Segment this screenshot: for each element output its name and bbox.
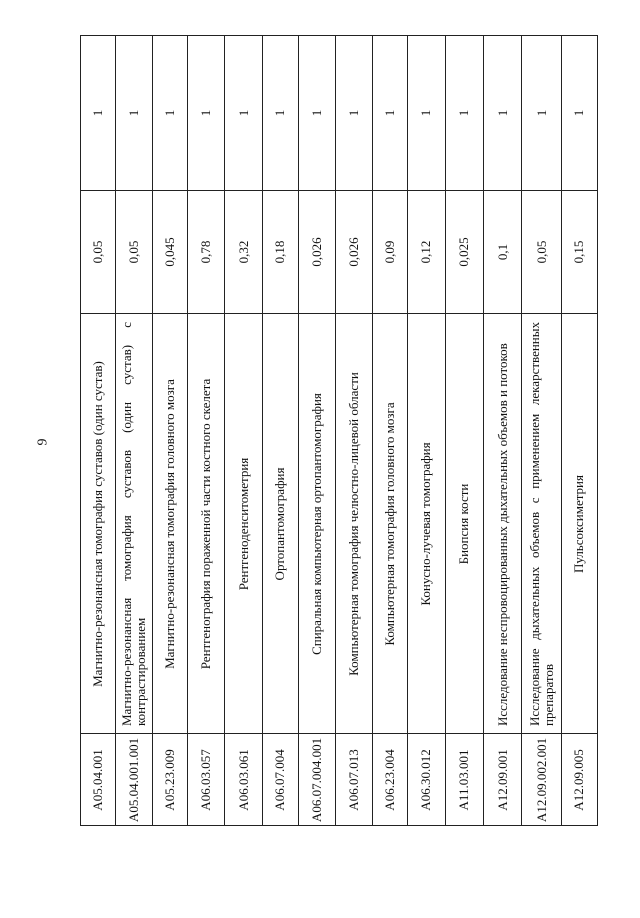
table-cell: 1 [298,36,335,191]
table-cell: 1 [408,36,445,191]
table-cell: A06.03.061 [225,734,262,826]
table-cell: A05.04.001 [81,734,116,826]
table-cell: Исследование неспровоцированных дыхательных объемов и потоков [483,314,521,734]
table-cell: Магнитно-резонансная томография суставов (один сустав) с контрастированием [115,314,152,734]
table-cell: 1 [188,36,225,191]
table-cell: 1 [561,36,597,191]
table-cell: 0,32 [225,191,262,314]
table-cell: 0,05 [115,191,152,314]
table-cell: 0,05 [522,191,562,314]
table-cell: 0,026 [298,191,335,314]
table-cell: 0,1 [483,191,521,314]
table-cell: A06.30.012 [408,734,445,826]
table-cell: Пульсоксиметрия [561,314,597,734]
table-cell: 0,09 [373,191,408,314]
table-cell: Рентгеноденситометрия [225,314,262,734]
table-cell: A06.07.004.001 [298,734,335,826]
table-cell: 0,12 [408,191,445,314]
table-cell: 1 [153,36,188,191]
table-cell: A06.07.004 [262,734,298,826]
table-cell: Магнитно-резонансная томография головного мозга [153,314,188,734]
services-table [80,35,598,825]
table-cell: A06.03.057 [188,734,225,826]
page-number: 9 [35,438,51,446]
table-cell: Ортопантомография [262,314,298,734]
table-cell: A05.04.001.001 [115,734,152,826]
multiplier-row [81,36,598,191]
table-cell: 0,78 [188,191,225,314]
table-cell: 1 [336,36,373,191]
table-cell: Спиральная компьютерная ортопантомография [298,314,335,734]
table-cell: Исследование дыхательных объемов с применением лекарственных препаратов [522,314,562,734]
table-cell: A06.23.004 [373,734,408,826]
description-row [81,314,598,734]
table-cell: Рентгенография пораженной части костного скелета [188,314,225,734]
table-cell: 0,026 [336,191,373,314]
table-cell: Конусно-лучевая томография [408,314,445,734]
table-cell: 1 [483,36,521,191]
table-cell: Биопсия кости [445,314,483,734]
table-cell: 1 [225,36,262,191]
code-row [81,734,598,826]
table-cell: A12.09.005 [561,734,597,826]
table-cell: A11.03.001 [445,734,483,826]
rate-row [81,191,598,314]
table-cell: A12.09.001 [483,734,521,826]
table-cell: 0,045 [153,191,188,314]
table-cell: 1 [262,36,298,191]
services-table-grid [80,35,598,826]
table-cell: 1 [445,36,483,191]
table-cell: 0,05 [81,191,116,314]
table-cell: A05.23.009 [153,734,188,826]
table-cell: Компьютерная томография головного мозга [373,314,408,734]
table-cell: Компьютерная томография челюстно-лицевой области [336,314,373,734]
table-cell: A12.09.002.001 [522,734,562,826]
table-cell: A06.07.013 [336,734,373,826]
table-cell: 1 [81,36,116,191]
table-cell: Магнитно-резонансная томография суставов (один сустав) [81,314,116,734]
table-cell: 1 [373,36,408,191]
table-cell: 0,025 [445,191,483,314]
table-cell: 1 [522,36,562,191]
table-cell: 0,18 [262,191,298,314]
table-cell: 0,15 [561,191,597,314]
table-cell: 1 [115,36,152,191]
